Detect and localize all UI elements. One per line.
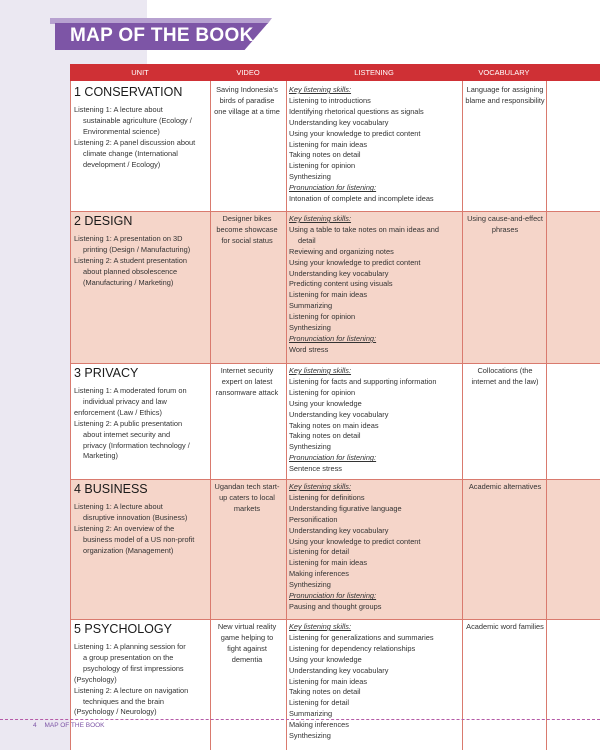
unit-text-line: a group presentation on the [83, 652, 174, 662]
column-header-vocabulary: VOCABULARY [478, 68, 530, 77]
skill-item: Summarizing [289, 301, 333, 311]
skill-item: Understanding key vocabulary [289, 525, 389, 535]
video-title: Ugandan tech start-up caters to local markets [214, 482, 280, 513]
unit-row-5 [70, 619, 600, 750]
pronunciation-item: Sentence stress [289, 464, 342, 474]
video-cell [210, 479, 286, 619]
skill-item: Synthesizing [289, 172, 331, 182]
vocabulary-cell [462, 81, 546, 211]
skill-item: Identifying rhetorical questions as signals [289, 106, 424, 116]
skill-item: Taking notes on detail [289, 431, 361, 441]
pronunciation-item: Word stress [289, 344, 329, 354]
unit-title: 3 PRIVACY [74, 366, 139, 380]
column-divider [286, 81, 287, 750]
skill-item: Understanding key vocabulary [289, 665, 389, 675]
vocabulary-text: Academic alternatives [468, 482, 542, 491]
table-header [70, 64, 600, 81]
skill-item: Using your knowledge to predict content [289, 536, 421, 546]
video-title: New virtual reality game helping to fight against dementia [217, 622, 277, 664]
unit-title: 5 PSYCHOLOGY [74, 622, 172, 636]
skill-item: Listening for main ideas [289, 139, 368, 149]
skill-item: Listening for dependency relationships [289, 643, 416, 653]
pronunciation-item: Pausing and thought groups [289, 601, 382, 611]
listening-skills-list [289, 366, 461, 475]
listening-cell [286, 363, 462, 479]
row-divider [70, 619, 600, 620]
video-cell [210, 81, 286, 211]
unit-text-line: techniques and the brain [83, 696, 164, 706]
unit-text-line: (Psychology) [74, 674, 117, 684]
unit-listening-texts [74, 386, 208, 462]
unit-cell [70, 363, 210, 479]
unit-text-line: privacy (Information technology / [83, 440, 190, 450]
skill-item: Listening for opinion [289, 161, 356, 171]
unit-text-line: enforcement (Law / Ethics) [74, 407, 162, 417]
skill-item: Making inferences [289, 569, 349, 579]
unit-text-line: disruptive innovation (Business) [83, 512, 188, 522]
skill-item: Listening for facts and supporting information [289, 376, 437, 386]
skill-item: Understanding key vocabulary [289, 268, 389, 278]
skill-item: Using your knowledge to predict content [289, 128, 421, 138]
unit-text-line: printing (Design / Manufacturing) [83, 244, 191, 254]
listening-cell [286, 81, 462, 211]
video-title: Designer bikes become showcase for social status [216, 214, 278, 245]
unit-text-line: development / Ecology) [83, 159, 161, 169]
skill-item: Understanding key vocabulary [289, 117, 389, 127]
vocabulary-text: Using cause-and-effect phrases [467, 214, 543, 234]
skill-item: Summarizing [289, 709, 333, 719]
table-border-left [70, 81, 71, 750]
skill-item: Taking notes on detail [289, 687, 361, 697]
skill-item: Reviewing and organizing notes [289, 246, 394, 256]
listening-skills-list [289, 482, 461, 613]
unit-row-2 [70, 211, 600, 363]
unit-listening-texts [74, 642, 208, 718]
listening-cell [286, 479, 462, 619]
unit-row-1 [70, 81, 600, 211]
listening-cell [286, 619, 462, 750]
pronunciation-heading: Pronunciation for listening: [289, 183, 377, 193]
column-header-video: VIDEO [236, 68, 260, 77]
video-title: Saving Indonesia's birds of paradise one village at a time [214, 85, 280, 116]
skills-heading: Key listening skills: [289, 214, 352, 223]
vocabulary-text: Collocations (the internet and the law) [471, 366, 539, 386]
unit-text-line: (Manufacturing / Marketing) [83, 277, 174, 287]
listening-skills-list [289, 622, 461, 742]
skill-item: Listening for detail [289, 698, 349, 708]
unit-listening-texts [74, 105, 208, 170]
skill-item: Using your knowledge to predict content [289, 257, 421, 267]
skill-item: Listening for opinion [289, 387, 356, 397]
skill-item: Synthesizing [289, 731, 331, 741]
video-cell [210, 211, 286, 363]
vocabulary-cell [462, 211, 546, 363]
pronunciation-heading: Pronunciation for listening: [289, 453, 377, 463]
pronunciation-item: Intonation of complete and incomplete ideas [289, 194, 434, 204]
page-number: 4 [33, 722, 37, 729]
skill-item: Listening for opinion [289, 312, 356, 322]
vocabulary-cell [462, 619, 546, 750]
skill-item: detail [298, 235, 316, 245]
listening-skills-list [289, 85, 461, 205]
unit-text-line: Listening 1: A moderated forum on [74, 386, 187, 395]
pronunciation-heading: Pronunciation for listening: [289, 591, 377, 601]
skill-item: Taking notes on detail [289, 150, 361, 160]
unit-text-line: about internet security and [83, 429, 171, 439]
footer-label: MAP OF THE BOOK [44, 722, 105, 729]
column-divider [210, 81, 211, 750]
listening-skills-list [289, 214, 461, 356]
column-header-unit: UNIT [131, 68, 149, 77]
listening-cell [286, 211, 462, 363]
row-divider [70, 211, 600, 212]
skill-item: Listening for detail [289, 547, 349, 557]
skill-item: Synthesizing [289, 323, 331, 333]
unit-text-line: Listening 1: A presentation on 3D [74, 234, 183, 243]
unit-text-line: psychology of first impressions [83, 663, 184, 673]
skills-heading: Key listening skills: [289, 85, 352, 94]
unit-text-line: Listening 1: A planning session for [74, 642, 186, 651]
unit-text-line: Marketing) [83, 451, 118, 461]
unit-cell [70, 211, 210, 363]
skill-item: Synthesizing [289, 580, 331, 590]
unit-text-line: (Psychology / Neurology) [74, 707, 157, 717]
video-cell [210, 619, 286, 750]
page-fold-dashed-line [0, 719, 600, 720]
skill-item: Using your knowledge [289, 654, 362, 664]
unit-text-line: organization (Management) [83, 545, 174, 555]
skill-item: Making inferences [289, 720, 349, 730]
skills-heading: Key listening skills: [289, 366, 352, 375]
unit-text-line: individual privacy and law [83, 396, 167, 406]
unit-text-line: Listening 2: A student presentation [74, 255, 187, 265]
unit-cell [70, 479, 210, 619]
unit-title: 4 BUSINESS [74, 482, 148, 496]
skill-item: Using your knowledge [289, 398, 362, 408]
unit-row-3 [70, 363, 600, 479]
unit-title: 1 CONSERVATION [74, 85, 183, 99]
unit-text-line: Environmental science) [83, 126, 160, 136]
skill-item: Listening for main ideas [289, 558, 368, 568]
skill-item: Listening for main ideas [289, 676, 368, 686]
unit-listening-texts [74, 234, 208, 289]
page-title: MAP OF THE BOOK [70, 25, 254, 46]
column-divider [462, 81, 463, 750]
row-divider [70, 363, 600, 364]
column-divider [546, 81, 547, 750]
skill-item: Listening for definitions [289, 492, 365, 502]
video-cell [210, 363, 286, 479]
unit-cell [70, 619, 210, 750]
skill-item: Taking notes on main ideas [289, 420, 379, 430]
unit-text-line: sustainable agriculture (Ecology / [83, 115, 192, 125]
vocabulary-cell [462, 363, 546, 479]
unit-cell [70, 81, 210, 211]
row-divider [70, 479, 600, 480]
skill-item: Listening to introductions [289, 95, 371, 105]
skill-item: Understanding figurative language [289, 503, 402, 513]
unit-text-line: business model of a US non-profit [83, 534, 195, 544]
unit-text-line: Listening 1: A lecture about [74, 502, 163, 511]
page-footer [33, 722, 105, 729]
skill-item: Using a table to take notes on main ideas and [289, 224, 439, 234]
skill-item: Synthesizing [289, 442, 331, 452]
vocabulary-cell [462, 479, 546, 619]
vocabulary-text: Academic word families [466, 622, 544, 631]
unit-text-line: Listening 2: A public presentation [74, 418, 183, 428]
unit-text-line: Listening 1: A lecture about [74, 105, 163, 114]
skill-item: Predicting content using visuals [289, 279, 393, 289]
unit-text-line: Listening 2: A lecture on navigation [74, 685, 189, 695]
unit-listening-texts [74, 502, 208, 557]
unit-text-line: climate change (International [83, 148, 178, 158]
skills-heading: Key listening skills: [289, 622, 352, 631]
unit-title: 2 DESIGN [74, 214, 133, 228]
skill-item: Understanding key vocabulary [289, 409, 389, 419]
skill-item: Listening for generalizations and summaries [289, 632, 434, 642]
pronunciation-heading: Pronunciation for listening: [289, 333, 377, 343]
column-header-listening: LISTENING [354, 68, 394, 77]
unit-text-line: Listening 2: An overview of the [74, 523, 175, 533]
video-title: Internet security expert on latest ransomware attack [215, 366, 279, 397]
unit-text-line: about planned obsolescence [83, 266, 178, 276]
skill-item: Personification [289, 514, 338, 524]
unit-text-line: Listening 2: A panel discussion about [74, 137, 196, 147]
vocabulary-text: Language for assigning blame and responsibility [465, 85, 545, 105]
skills-heading: Key listening skills: [289, 482, 352, 491]
skill-item: Listening for main ideas [289, 290, 368, 300]
unit-row-4 [70, 479, 600, 619]
